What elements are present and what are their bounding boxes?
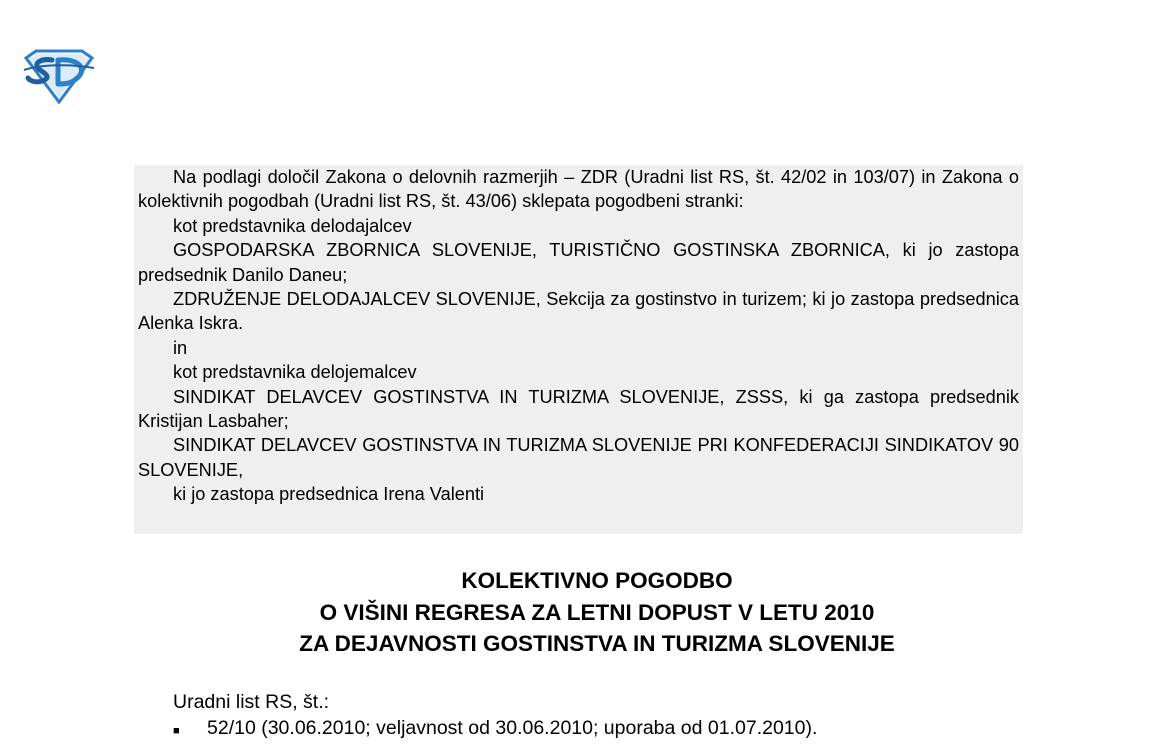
sd-logo <box>22 48 96 104</box>
title-line-2: O VIŠINI REGRESA ZA LETNI DOPUST V LETU 2010 <box>319 599 875 625</box>
title-line-3: ZA DEJAVNOSTI GOSTINSTVA IN TURIZMA SLOVENIJE <box>299 631 895 656</box>
party-gzs: GOSPODARSKA ZBORNICA SLOVENIJE, TURISTIČNO GOSTINSKA ZBORNICA, ki jo zastopa predsednik Danilo Daneu; <box>138 240 1019 285</box>
preamble-intro: Na podlagi določil Zakona o delovnih razmerjih – ZDR (Uradni list RS, št. 42/02 in 103/07) in Zakona o kolektivnih pogodbah (Uradni list RS, št. 43/06) sklepata pogodbeni stranki: <box>138 167 1019 212</box>
employers-label: kot predstavnika delodajalcev <box>173 215 412 236</box>
title-line-1: KOLEKTIVNO POGODBO <box>461 568 733 593</box>
preamble-block <box>134 165 1023 534</box>
party-konfederacija-rep: ki jo zastopa predsednica Irena Valenti <box>173 484 485 505</box>
document-title <box>134 565 1060 660</box>
employees-label: kot predstavnika delojemalcev <box>173 362 417 383</box>
party-zds: ZDRUŽENJE DELODAJALCEV SLOVENIJE, Sekcija za gostinstvo in turizem; ki jo zastopa predsednica Alenka Iskra. <box>138 289 1019 334</box>
source-label: Uradni list RS, št.: <box>173 691 330 713</box>
party-zsss: SINDIKAT DELAVCEV GOSTINSTVA IN TURIZMA SLOVENIJE, ZSSS, ki ga zastopa predsednik Kristijan Lasbaher; <box>138 386 1019 432</box>
source-entry-text: 52/10 (30.06.2010; veljavnost od 30.06.2010; uporaba od 01.07.2010). <box>207 717 818 739</box>
source-entry <box>173 716 817 744</box>
conjunction: in <box>173 337 188 358</box>
party-konfederacija: SINDIKAT DELAVCEV GOSTINSTVA IN TURIZMA SLOVENIJE PRI KONFEDERACIJI SINDIKATOV 90 SLOVENIJE, <box>138 435 1019 480</box>
square-bullet-icon: ■ <box>173 725 180 737</box>
